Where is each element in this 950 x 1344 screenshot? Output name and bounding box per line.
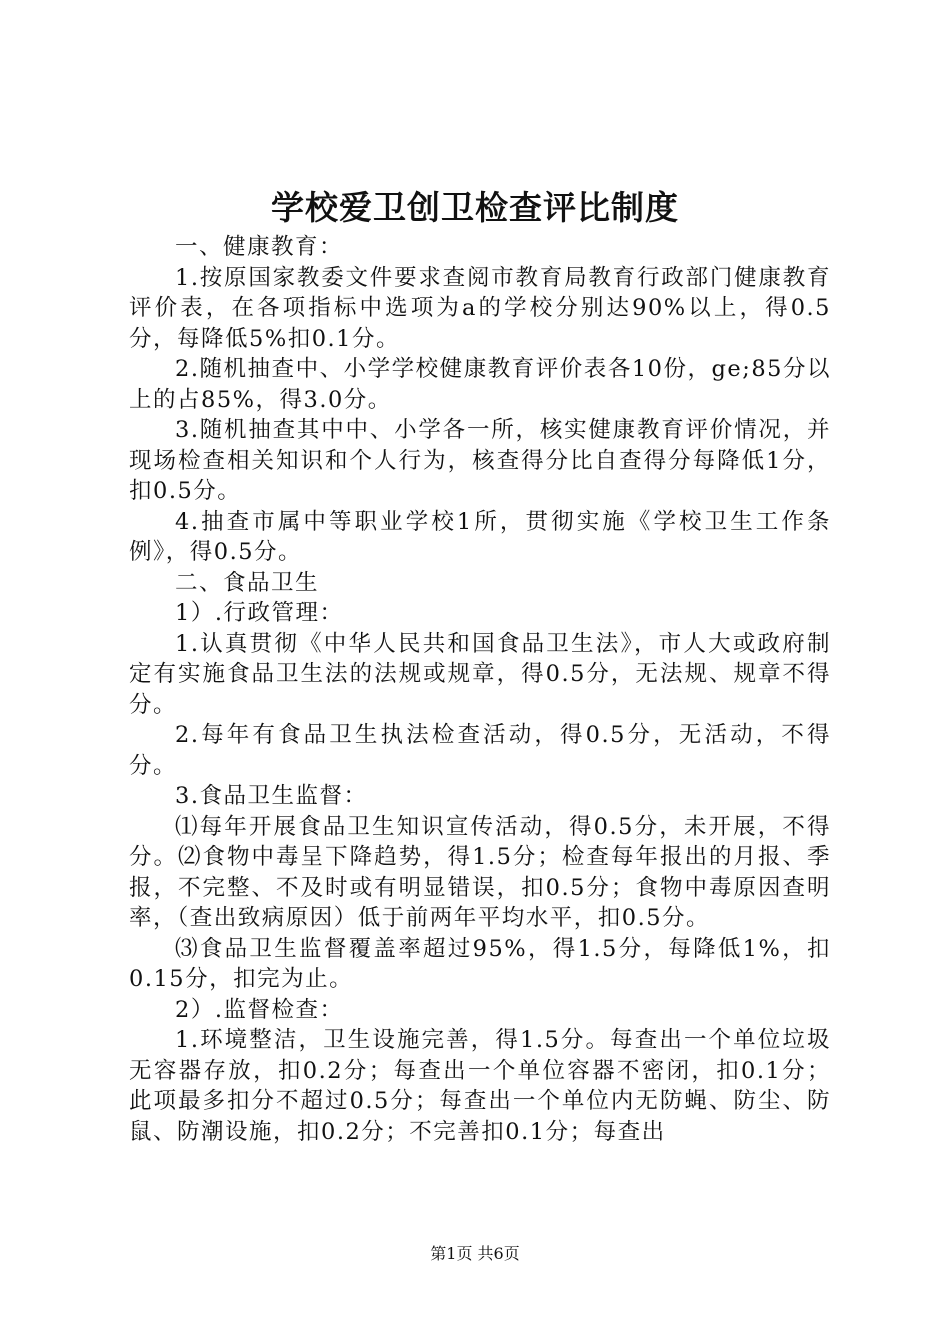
subsection-heading-administration: 1）.行政管理： [175,600,344,626]
paragraph: 3.随机抽查其中中、小学各一所，核实健康教育评价情况，并现场检查相关知识和个人行为，核查得分比自查得分每降低1分，扣0.5分。 [129,417,831,504]
page-footer: 第1页 共6页 [430,1244,520,1263]
paragraph: ⑴每年开展食品卫生知识宣传活动，得0.5分，未开展，不得分。⑵食物中毒呈下降趋势，得1.5分；检查每年报出的月报、季报，不完整、不及时或有明显错误，扣0.5分；食物中毒原因查明率，（查出致病原因）低于前两年平均水平，扣0.5分。 [129,813,831,931]
subsection-heading-inspection: 2）.监督检查： [175,996,344,1023]
paragraph: 2.每年有食品卫生执法检查活动，得0.5分，无活动，不得分。 [129,722,831,779]
paragraph: 1.环境整洁，卫生设施完善，得1.5分。每查出一个单位垃圾无容器存放，扣0.2分；每查出一个单位容器不密闭，扣0.1分；此项最多扣分不超过0.5分；每查出一个单位内无防蝇、防尘、防鼠、防潮设施，扣0.2分；不完善扣0.1分；每查出 [129,1027,831,1145]
section-heading-food-hygiene: 二、食品卫生 [175,569,320,596]
paragraph: ⑶食品卫生监督覆盖率超过95%，得1.5分，每降低1%，扣0.15分，扣完为止。 [129,935,831,992]
section-heading-health-education: 一、健康教育： [175,234,344,260]
document-body [129,232,831,1147]
paragraph: 4.抽查市属中等职业学校1所，贯彻实施《学校卫生工作条例》，得0.5分。 [129,508,831,565]
item-heading-food-supervision: 3.食品卫生监督： [175,783,368,809]
paragraph: 2.随机抽查中、小学学校健康教育评价表各10份，ge;85分以上的占85%，得3.0分。 [129,356,831,413]
paragraph: 1.按原国家教委文件要求查阅市教育局教育行政部门健康教育评价表，在各项指标中选项为a的学校分别达90%以上，得0.5分，每降低5%扣0.1分。 [129,264,831,352]
paragraph: 1.认真贯彻《中华人民共和国食品卫生法》，市人大或政府制定有实施食品卫生法的法规或规章，得0.5分，无法规、规章不得分。 [129,630,831,718]
document-title: 学校爱卫创卫检查评比制度 [271,188,679,227]
